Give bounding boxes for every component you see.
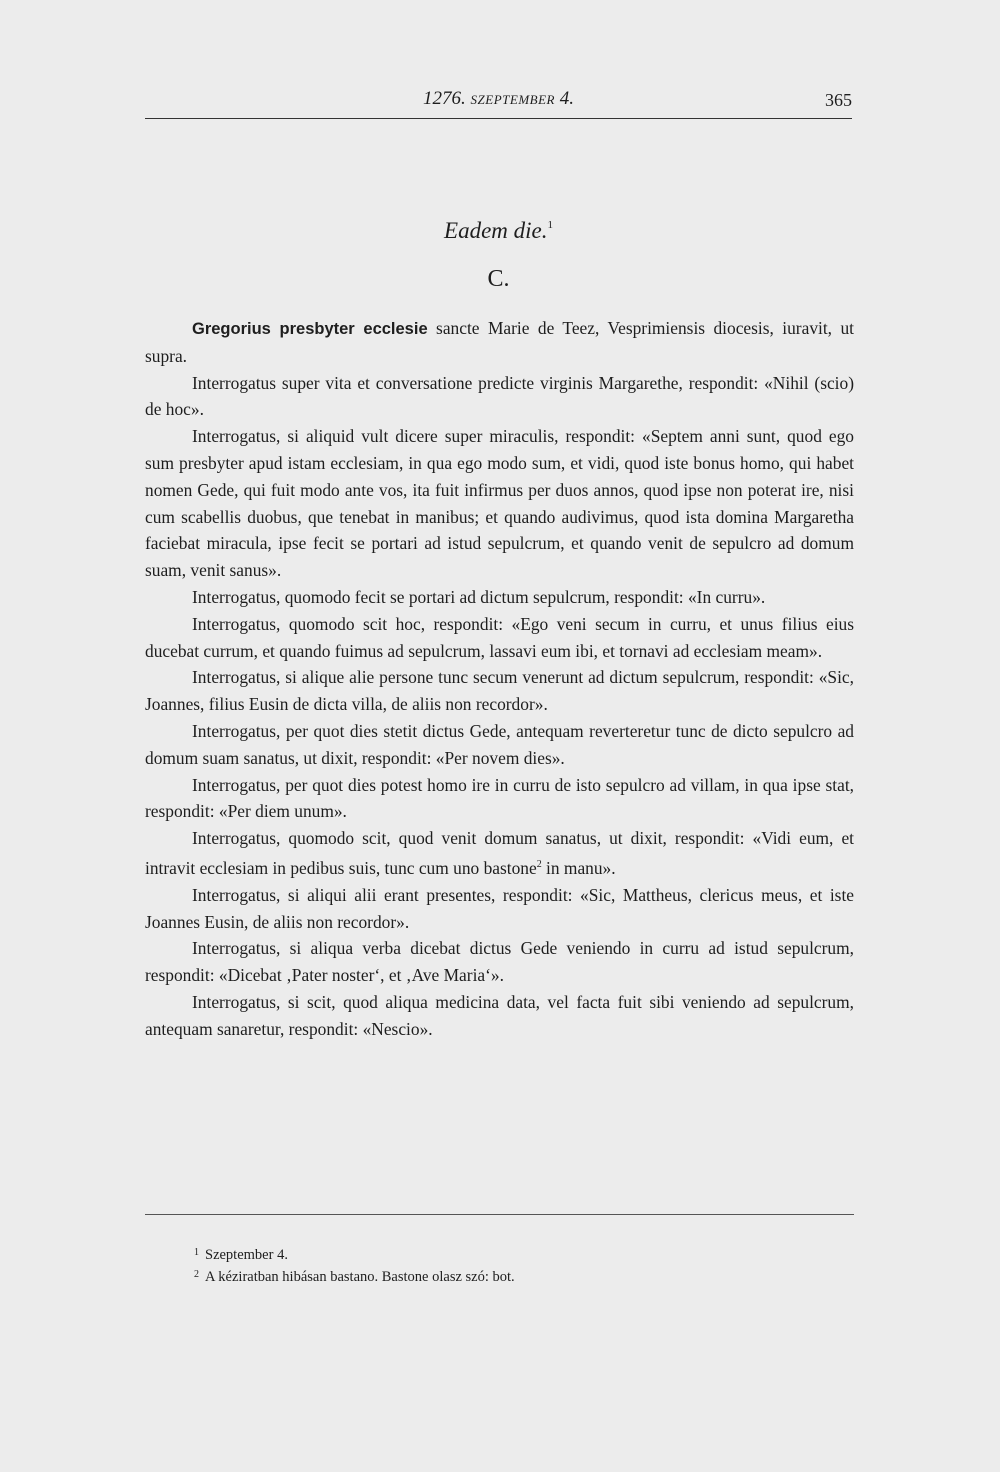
running-head-date xyxy=(145,88,852,110)
body-text xyxy=(145,315,854,1043)
running-head-year: 1276. xyxy=(423,88,466,109)
paragraph-text: sancte Marie de Teez, Vesprimiensis diocesis, iuravit, ut supra. xyxy=(145,318,854,366)
footnotes xyxy=(194,1243,834,1287)
section-title xyxy=(145,218,852,244)
paragraph-text: in manu». xyxy=(541,857,616,878)
paragraph: Interrogatus, si aliquid vult dicere super miraculis, respondit: «Septem anni sunt, quod ego sum presbyter apud istam ecclesiam, in qua ego modo sum, et vidi, quod iste bonus homo, qui habet nomen Gede, qui fuit modo ante vos, ita fuit infirmus per duos annos, quod ipse non poterat ire, nisi cum scabellis duobus, que tenebat in manibus; et quando audivimus, quod ista domina Margaretha faciebat miracula, ipse fecit se portari ad istud sepulcrum, et quando venit de sepulcro ad domum suam, venit sanus». xyxy=(145,426,854,581)
footnote-text: A kéziratban hibásan bastano. Bastone olasz szó: bot. xyxy=(205,1269,515,1285)
footnote-divider xyxy=(145,1214,854,1215)
section-number: C. xyxy=(487,266,510,292)
footnote-ref: 2 xyxy=(536,858,542,870)
footnote-number: 2 xyxy=(194,1269,199,1280)
paragraph xyxy=(145,825,854,882)
witness-name: Gregorius presbyter ecclesie xyxy=(192,320,428,338)
running-head xyxy=(145,88,852,119)
paragraph: Interrogatus, si scit, quod aliqua medicina data, vel facta fuit sibi veniendo ad sepulcrum, antequam sanaretur, respondit: «Nescio». xyxy=(145,991,854,1039)
paragraph: Interrogatus, quomodo fecit se portari ad dictum sepulcrum, respondit: «In curru». xyxy=(192,586,766,607)
page-number: 365 xyxy=(825,90,852,110)
paragraph: Interrogatus, per quot dies stetit dictus Gede, antequam reverteretur tunc de dicto sepulcro ad domum suam sanatus, ut dixit, respondit: «Per novem dies». xyxy=(145,720,854,768)
paragraph xyxy=(145,315,854,370)
footnote xyxy=(194,1243,834,1265)
paragraph: Interrogatus super vita et conversatione predicte virginis Margarethe, respondit: «Nihil (scio) de hoc». xyxy=(145,372,854,420)
footnote-number: 1 xyxy=(194,1247,199,1258)
footnote xyxy=(194,1265,834,1287)
footnote-ref: 1 xyxy=(547,219,553,231)
running-head-day: 4. xyxy=(559,88,574,109)
paragraph: Interrogatus, per quot dies potest homo ire in curru de isto sepulcro ad villam, in qua ipse stat, respondit: «Per diem unum». xyxy=(145,774,854,822)
paragraph: Interrogatus, si aliqua verba dicebat dictus Gede veniendo in curru ad istud sepulcrum, respondit: «Dicebat ‚Pater noster‘, et ‚Ave Maria‘». xyxy=(145,938,854,986)
section-title-text: Eadem die. xyxy=(444,218,548,243)
running-head-month: SZEPTEMBER xyxy=(470,92,555,107)
paragraph-text: Interrogatus, quomodo scit, quod venit domum sanatus, ut dixit, respondit: «Vidi eum, et intravit ecclesiam in pedibus suis, tunc cum uno bastone xyxy=(145,828,854,878)
footnote-text: Szeptember 4. xyxy=(205,1247,288,1263)
paragraph: Interrogatus, si aliqui alii erant presentes, respondit: «Sic, Mattheus, clericus meus, et iste Joannes Eusin, de aliis non recordor». xyxy=(145,884,854,932)
paragraph: Interrogatus, si alique alie persone tunc secum venerunt ad dictum sepulcrum, respondit: «Sic, Joannes, filius Eusin de dicta villa, de aliis non recordor». xyxy=(145,667,854,715)
paragraph: Interrogatus, quomodo scit hoc, respondit: «Ego veni secum in curru, et unus filius eius ducebat currum, et quando fuimus ad sepulcrum, lassavi eum ibi, et tornavi ad ecclesiam meam». xyxy=(145,613,854,661)
